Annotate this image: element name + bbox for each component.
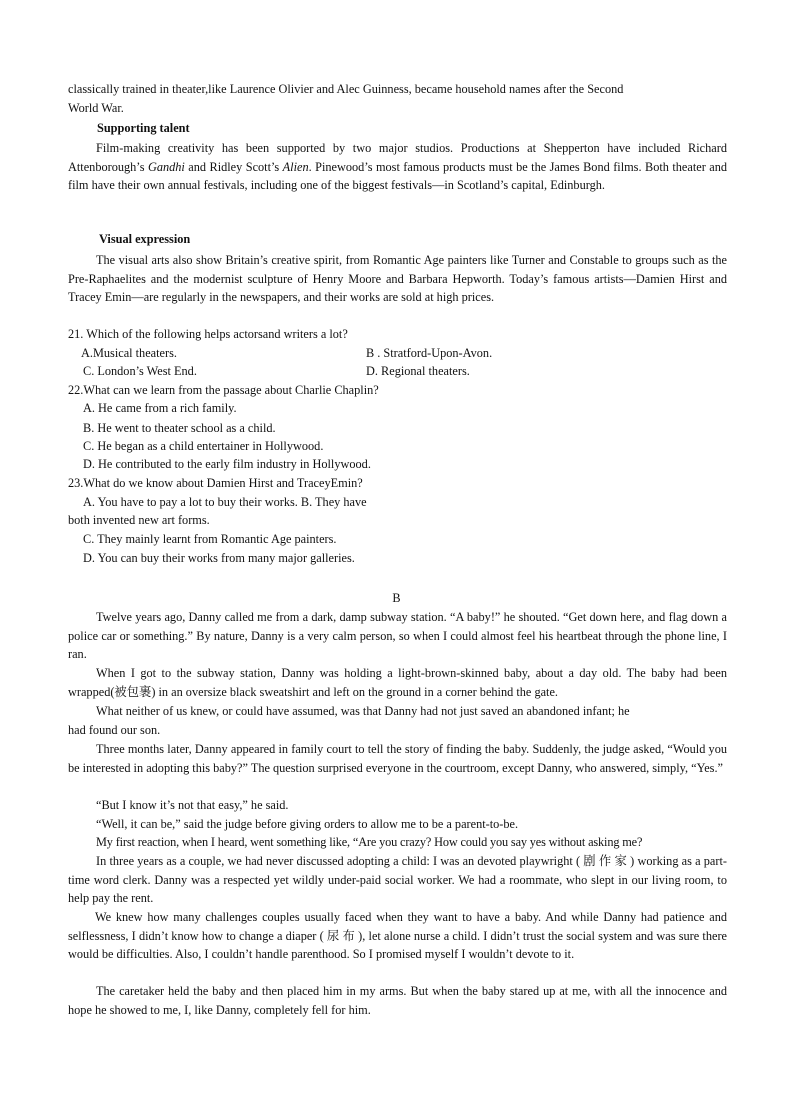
question-21: 21. Which of the following helps actorsand writers a lot? bbox=[68, 327, 348, 341]
q21-option-d: D. Regional theaters. bbox=[366, 364, 470, 378]
question-22: 22.What can we learn from the passage about Charlie Chaplin? bbox=[68, 383, 379, 397]
support-text-3: . Pinewood’s most famous products must be the James Bond films. Both theater and film have their own annual festivals, including one of the biggest festivals—in Scotland’s capital, Edinburgh. bbox=[68, 159, 727, 193]
passage-b-paragraph-1: Twelve years ago, Danny called me from a dark, damp subway station. “A baby!” he shouted. “Get down here, and flag down a police car or something.” By nature, Danny is a very calm person, so when I could almost feel his heartbeat through the phone line, I ran. bbox=[68, 610, 727, 662]
passage-b-paragraph-3-line2: had found our son. bbox=[68, 723, 161, 737]
q23-option-b-continued: both invented new art forms. bbox=[68, 513, 210, 527]
visual-expression-paragraph: The visual arts also show Britain’s creative spirit, from Romantic Age painters like Turner and Constable to groups such as the Pre-Raphaelites and the modernist sculpture of Henry Moore and Barbara Hepworth. Today’s famous artists—Damien Hirst and Tracey Emin—are regularly in the newspapers, and their works are sold at high prices. bbox=[68, 253, 727, 305]
q22-option-a: A. He came from a rich family. bbox=[83, 401, 237, 415]
intro-text-line1: classically trained in theater,like Laurence Olivier and Alec Guinness, became household names after the Second bbox=[68, 82, 624, 96]
support-text-1: Film-making creativity has been supported by two major studios. Productions at Shepperton have included Richard Attenborough’s bbox=[68, 141, 727, 174]
passage-b-label: B bbox=[392, 591, 401, 605]
q22-option-b: B. He went to theater school as a child. bbox=[83, 421, 276, 435]
passage-b-paragraph-5: “But I know it’s not that easy,” he said. bbox=[96, 798, 289, 812]
q23-options-a-b: A. You have to pay a lot to buy their works. B. They have bbox=[83, 495, 367, 509]
q21-option-b: B . Stratford-Upon-Avon. bbox=[366, 346, 493, 360]
section-heading-visual-expression: Visual expression bbox=[99, 232, 191, 246]
q23-option-c: C. They mainly learnt from Romantic Age painters. bbox=[83, 532, 337, 546]
intro-text-line2: World War. bbox=[68, 101, 124, 115]
passage-b-paragraph-4: Three months later, Danny appeared in family court to tell the story of finding the baby. Suddenly, the judge asked, “Would you be interested in adopting this baby?” The question surprised everyone in the courtroom, except Danny, who answered, simply, “Yes.” bbox=[68, 742, 727, 775]
passage-b-paragraph-9: We knew how many challenges couples usually faced when they want to have a baby. And while Danny had patience and selflessness, I didn’t know how to change a diaper ( 尿 布 ), let alone nurse a child. I didn’t trust the social system and was sure there would be difficulties. Also, I couldn’t handle parenthood. So I promised myself I wouldn’t devote to it. bbox=[68, 910, 727, 962]
support-text-2: and Ridley Scott’s bbox=[184, 159, 283, 174]
q21-option-c: C. London’s West End. bbox=[83, 364, 197, 378]
q22-option-c: C. He began as a child entertainer in Hollywood. bbox=[83, 439, 324, 453]
q23-option-d: D. You can buy their works from many major galleries. bbox=[83, 551, 355, 565]
passage-b-paragraph-7: My first reaction, when I heard, went something like, “Are you crazy? How could you say yes without asking me? bbox=[96, 835, 643, 849]
passage-b-paragraph-2: When I got to the subway station, Danny was holding a light-brown-skinned baby, about a day old. The baby had been wrapped(被包裹) in an oversize black sweatshirt and left on the ground in a corner behind the gate. bbox=[68, 666, 727, 699]
passage-b-paragraph-10: The caretaker held the baby and then placed him in my arms. But when the baby stared up at me, with all the innocence and hope he showed to me, I, like Danny, completely fell for him. bbox=[68, 984, 727, 1017]
q21-option-a: A.Musical theaters. bbox=[81, 346, 177, 360]
supporting-talent-paragraph bbox=[68, 139, 727, 195]
passage-b-paragraph-3-line1: What neither of us knew, or could have assumed, was that Danny had not just saved an abandoned infant; he bbox=[96, 704, 630, 718]
question-23: 23.What do we know about Damien Hirst and TraceyEmin? bbox=[68, 476, 363, 490]
section-heading-supporting-talent: Supporting talent bbox=[97, 121, 190, 135]
film-title-gandhi: Gandhi bbox=[147, 159, 185, 174]
passage-b-paragraph-8: In three years as a couple, we had never discussed adopting a child: I was an devoted playwright ( 剧 作 家 ) working as a part-time word clerk. Danny was a respected yet wildly under-paid social worker. We had a roommate, who slept in our living room, to help pay the rent. bbox=[68, 854, 727, 906]
q22-option-d: D. He contributed to the early film industry in Hollywood. bbox=[83, 457, 371, 471]
film-title-alien: Alien bbox=[282, 159, 309, 174]
passage-b-paragraph-6: “Well, it can be,” said the judge before giving orders to allow me to be a parent-to-be. bbox=[96, 817, 519, 831]
